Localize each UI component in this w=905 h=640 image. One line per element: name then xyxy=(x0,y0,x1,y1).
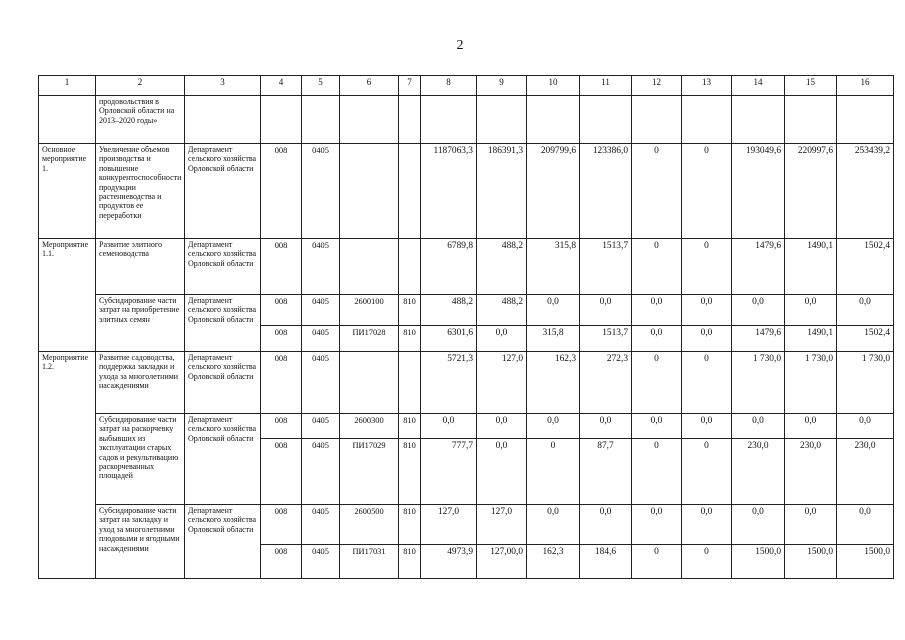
cell-value: 193049,6 xyxy=(732,144,785,239)
cell-value: 0,0 xyxy=(632,295,682,326)
cell-value: 0,0 xyxy=(785,505,837,545)
col-header: 2 xyxy=(96,76,185,96)
cell-value: 0,0 xyxy=(732,414,785,439)
cell-value: 1479,6 xyxy=(732,239,785,295)
department: Департамент сельского хозяйства Орловской области xyxy=(185,352,261,414)
cell-value: ПИ17031 xyxy=(340,545,399,579)
cell-value: 0,0 xyxy=(732,295,785,326)
cell-value: 0,0 xyxy=(785,414,837,439)
cell-value: 0,0 xyxy=(732,505,785,545)
cell-value: 810 xyxy=(399,545,421,579)
cell-value: 5721,3 xyxy=(421,352,477,414)
activity-name: Развитие элитного семеноводства xyxy=(96,239,185,295)
cell-value: 127,0 xyxy=(477,505,527,545)
cell-value: 0 xyxy=(632,239,682,295)
cell-value: 0405 xyxy=(302,144,340,239)
cell-value: 008 xyxy=(261,295,302,326)
cell-value: 127,0 xyxy=(421,505,477,545)
cell-value: 2600500 xyxy=(340,505,399,545)
cell-value: 008 xyxy=(261,239,302,295)
table-row xyxy=(39,352,894,414)
col-header: 6 xyxy=(340,76,399,96)
table-row xyxy=(39,96,894,144)
cell-value: 810 xyxy=(399,414,421,439)
cell-value: 1500,0 xyxy=(732,545,785,579)
table-row xyxy=(39,295,894,326)
cell-value: 0,0 xyxy=(477,326,527,352)
cell-value: 1187063,3 xyxy=(421,144,477,239)
cell-value: 0,0 xyxy=(527,505,580,545)
cell-value: 6301,6 xyxy=(421,326,477,352)
cell-value xyxy=(340,144,399,239)
cell-value: 127,0 xyxy=(477,352,527,414)
cell-value: 488,2 xyxy=(421,295,477,326)
cell-value: 0 xyxy=(527,439,580,505)
cell-value: 315,8 xyxy=(527,239,580,295)
cell-value: 230,0 xyxy=(732,439,785,505)
col-header: 11 xyxy=(580,76,632,96)
cell-value: 488,2 xyxy=(477,295,527,326)
cell-value: 777,7 xyxy=(421,439,477,505)
cell-value: 0405 xyxy=(302,239,340,295)
cell-value: 186391,3 xyxy=(477,144,527,239)
col-header: 1 xyxy=(39,76,96,96)
cell-value xyxy=(340,239,399,295)
col-header: 14 xyxy=(732,76,785,96)
col-header: 3 xyxy=(185,76,261,96)
cell-value: 0 xyxy=(632,352,682,414)
cell-value: 1502,4 xyxy=(837,326,894,352)
budget-table xyxy=(38,75,894,579)
col-header: 12 xyxy=(632,76,682,96)
cell-value: 0 xyxy=(682,239,732,295)
cell-value: 0,0 xyxy=(477,414,527,439)
cell-value: 008 xyxy=(261,505,302,545)
cell-value: 0,0 xyxy=(580,505,632,545)
cell-value: 1479,6 xyxy=(732,326,785,352)
cell-value: 6789,8 xyxy=(421,239,477,295)
cell-value: 0 xyxy=(682,352,732,414)
activity-name: Развитие садоводства, поддержка закладки и ухода за многолетними насаждениями xyxy=(96,352,185,414)
cell-value xyxy=(399,239,421,295)
cell-value: 0 xyxy=(632,144,682,239)
cell-value: 123386,0 xyxy=(580,144,632,239)
cell-value: 1 730,0 xyxy=(785,352,837,414)
col-header: 16 xyxy=(837,76,894,96)
cell-value: 810 xyxy=(399,326,421,352)
cell-value: 0,0 xyxy=(580,295,632,326)
cell-value: 1500,0 xyxy=(785,545,837,579)
cell-value: 0 xyxy=(682,144,732,239)
col-header: 10 xyxy=(527,76,580,96)
header-row xyxy=(39,76,894,96)
activity-name: Увеличение объемов производства и повышение конкурентоспособности продукции растениеводства и продуктов ее переработки xyxy=(96,144,185,239)
col-header: 7 xyxy=(399,76,421,96)
cell-value: 488,2 xyxy=(477,239,527,295)
cell-value: 220997,6 xyxy=(785,144,837,239)
cell-value: 230,0 xyxy=(785,439,837,505)
cell-value: 0405 xyxy=(302,439,340,505)
cell-value: 253439,2 xyxy=(837,144,894,239)
cell-value: 1502,4 xyxy=(837,239,894,295)
cell-value: ПИ17029 xyxy=(340,439,399,505)
cell-value: 1490,1 xyxy=(785,239,837,295)
cell-value: 0 xyxy=(632,439,682,505)
cell-value: 008 xyxy=(261,414,302,439)
cell-value: 0,0 xyxy=(785,295,837,326)
cell-value: 008 xyxy=(261,545,302,579)
cell-value: 127,00,0 xyxy=(477,545,527,579)
activity-name: Субсидирование части затрат на закладку и уход за многолетними плодовыми и ягодными насаждениями xyxy=(96,505,185,579)
col-header: 15 xyxy=(785,76,837,96)
table-row xyxy=(39,414,894,439)
cell-value: 0405 xyxy=(302,326,340,352)
cell-value: 0405 xyxy=(302,545,340,579)
table-row xyxy=(39,239,894,295)
cell-value: 4973,9 xyxy=(421,545,477,579)
col-header: 9 xyxy=(477,76,527,96)
cell-value: 810 xyxy=(399,439,421,505)
cell-value: 0,0 xyxy=(837,414,894,439)
cell-value: 230,0 xyxy=(837,439,894,505)
cell-value: 0,0 xyxy=(682,505,732,545)
cell-value: 162,3 xyxy=(527,352,580,414)
cell-value: 0 xyxy=(682,545,732,579)
department: Департамент сельского хозяйства Орловской области xyxy=(185,239,261,295)
page-number: 2 xyxy=(456,38,464,53)
cell-value: 0405 xyxy=(302,505,340,545)
cell-value: 0,0 xyxy=(837,505,894,545)
cell-value: 008 xyxy=(261,326,302,352)
row-label: Основное мероприятие 1. xyxy=(39,144,96,239)
cell-value: 0,0 xyxy=(527,295,580,326)
col-header: 8 xyxy=(421,76,477,96)
activity-name: Субсидирование части затрат на приобретение элитных семян xyxy=(96,295,185,352)
cell-value: 0,0 xyxy=(477,439,527,505)
table-row xyxy=(39,144,894,239)
cell-value: ПИ17028 xyxy=(340,326,399,352)
row-label: Мероприятие 1.2. xyxy=(39,352,96,579)
cell-value: 0,0 xyxy=(421,414,477,439)
cell-value: 0,0 xyxy=(580,414,632,439)
cell-value: 1490,1 xyxy=(785,326,837,352)
cell-value: 008 xyxy=(261,144,302,239)
col-header: 13 xyxy=(682,76,732,96)
cell-value: 0,0 xyxy=(682,414,732,439)
cell-value: 0,0 xyxy=(632,505,682,545)
row-label: Мероприятие 1.1. xyxy=(39,239,96,352)
cell-value: 0,0 xyxy=(632,414,682,439)
cell-value: 2600300 xyxy=(340,414,399,439)
cell-value: 008 xyxy=(261,352,302,414)
cell-value: 008 xyxy=(261,439,302,505)
department: Департамент сельского хозяйства Орловской области xyxy=(185,414,261,505)
cell-value: 0,0 xyxy=(527,414,580,439)
cell-value: 0405 xyxy=(302,414,340,439)
department: Департамент сельского хозяйства Орловской области xyxy=(185,295,261,352)
col-header: 5 xyxy=(302,76,340,96)
cell-value: 810 xyxy=(399,505,421,545)
cell-value: 1 730,0 xyxy=(732,352,785,414)
cell-value: 0,0 xyxy=(682,295,732,326)
col-header: 4 xyxy=(261,76,302,96)
cell-value: 0,0 xyxy=(682,326,732,352)
cell-value: 0,0 xyxy=(837,295,894,326)
cell-value: 0 xyxy=(632,545,682,579)
cell-value: 162,3 xyxy=(527,545,580,579)
cell-value: 209799,6 xyxy=(527,144,580,239)
cell-value: 1513,7 xyxy=(580,326,632,352)
department: Департамент сельского хозяйства Орловской области xyxy=(185,144,261,239)
cell-value: 184,6 xyxy=(580,545,632,579)
table-row xyxy=(39,505,894,545)
cell-value: 2600100 xyxy=(340,295,399,326)
cell-value: 0405 xyxy=(302,352,340,414)
program-name-cell: продовольствия в Орловской области на 2013–2020 годы» xyxy=(96,96,185,144)
cell-value: 810 xyxy=(399,295,421,326)
cell-value: 1513,7 xyxy=(580,239,632,295)
cell-value xyxy=(340,352,399,414)
cell-value: 87,7 xyxy=(580,439,632,505)
department: Департамент сельского хозяйства Орловской области xyxy=(185,505,261,579)
cell-value: 272,3 xyxy=(580,352,632,414)
cell-value: 0,0 xyxy=(632,326,682,352)
cell-value: 1 730,0 xyxy=(837,352,894,414)
cell-value xyxy=(399,352,421,414)
activity-name: Субсидирование части затрат на раскорчевку выбывших из эксплуатации старых садов и рекультивацию раскорчеванных площадей xyxy=(96,414,185,505)
cell-value: 0405 xyxy=(302,295,340,326)
cell-value: 0 xyxy=(682,439,732,505)
cell-value: 315,8 xyxy=(527,326,580,352)
cell-value xyxy=(399,144,421,239)
cell-value: 1500,0 xyxy=(837,545,894,579)
